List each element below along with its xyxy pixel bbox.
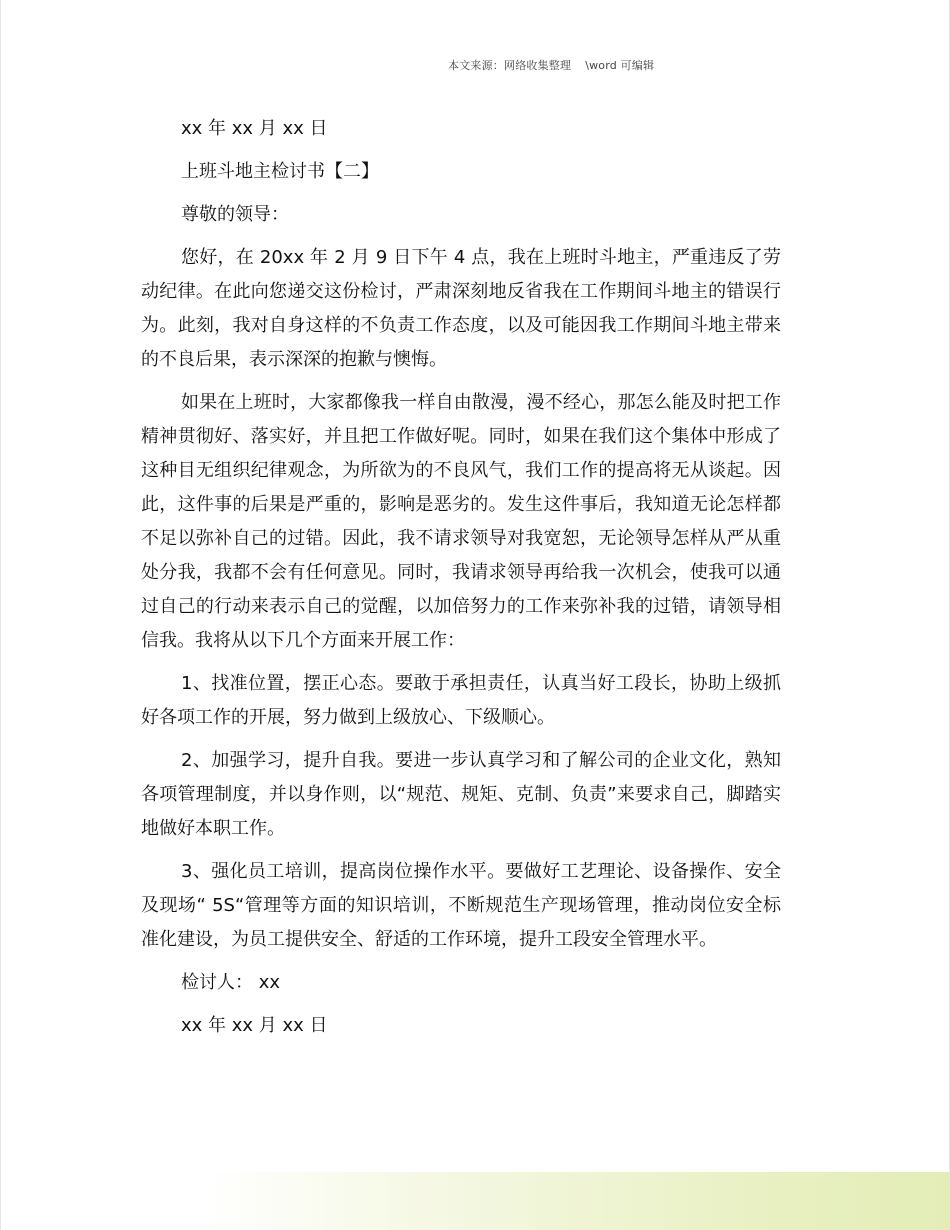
date-line-top: xx 年 xx 月 xx 日 [181, 118, 328, 139]
date-line-bottom: xx 年 xx 月 xx 日 [181, 1015, 328, 1036]
source-note: 本文来源：网络收集整理 [448, 59, 572, 72]
document-title: 上班斗地主检讨书【二】 [181, 161, 379, 182]
header-note [448, 57, 654, 73]
list-item: 2、加强学习，提升自我。要进一步认真学习和了解公司的企业文化，熟知各项管理制度，并以身作则，以“规范、规矩、克制、负责”来要求自己，脚踏实地做好本职工作。 [141, 750, 781, 839]
body-paragraph: 您好，在 20xx 年 2 月 9 日下午 4 点，我在上班时斗地主，严重违反了劳动纪律。在此向您递交这份检讨，严肃深刻地反省我在工作期间斗地主的错误行为。此刻，我对自身这样的不负责工作态度，以及可能因我工作期间斗地主带来的不良后果，表示深深的抱歉与懊悔。 [141, 247, 781, 370]
list-item: 1、找准位置，摆正心态。要敢于承担责任，认真当好工段长，协助上级抓好各项工作的开展，努力做到上级放心、下级顺心。 [141, 673, 781, 728]
list-item: 3、强化员工培训，提高岗位操作水平。要做好工艺理论、设备操作、安全及现场“ 5S“管理等方面的知识培训，不断规范生产现场管理，推动岗位安全标准化建设，为员工提供安全、舒适的工作环境，提升工段安全管理水平。 [141, 861, 781, 950]
salutation: 尊敬的领导： [181, 204, 289, 225]
body-paragraph: 如果在上班时，大家都像我一样自由散漫，漫不经心，那怎么能及时把工作精神贯彻好、落实好，并且把工作做好呢。同时，如果在我们这个集体中形成了这种目无组织纪律观念，为所欲为的不良风气，我们工作的提高将无从谈起。因此，这件事的后果是严重的，影响是恶劣的。发生这件事后，我知道无论怎样都不足以弥补自己的过错。因此，我不请求领导对我宽恕，无论领导怎样从严从重处分我，我都不会有任何意见。同时，我请求领导再给我一次机会，使我可以通过自己的行动来表示自己的觉醒，以加倍努力的工作来弥补我的过错，请领导相信我。我将从以下几个方面来开展工作： [141, 392, 781, 651]
decorative-footer-band [201, 1172, 949, 1230]
signature-line: 检讨人： xx [181, 972, 281, 993]
editable-note: \word 可编辑 [585, 59, 655, 72]
document-body [141, 112, 781, 1052]
